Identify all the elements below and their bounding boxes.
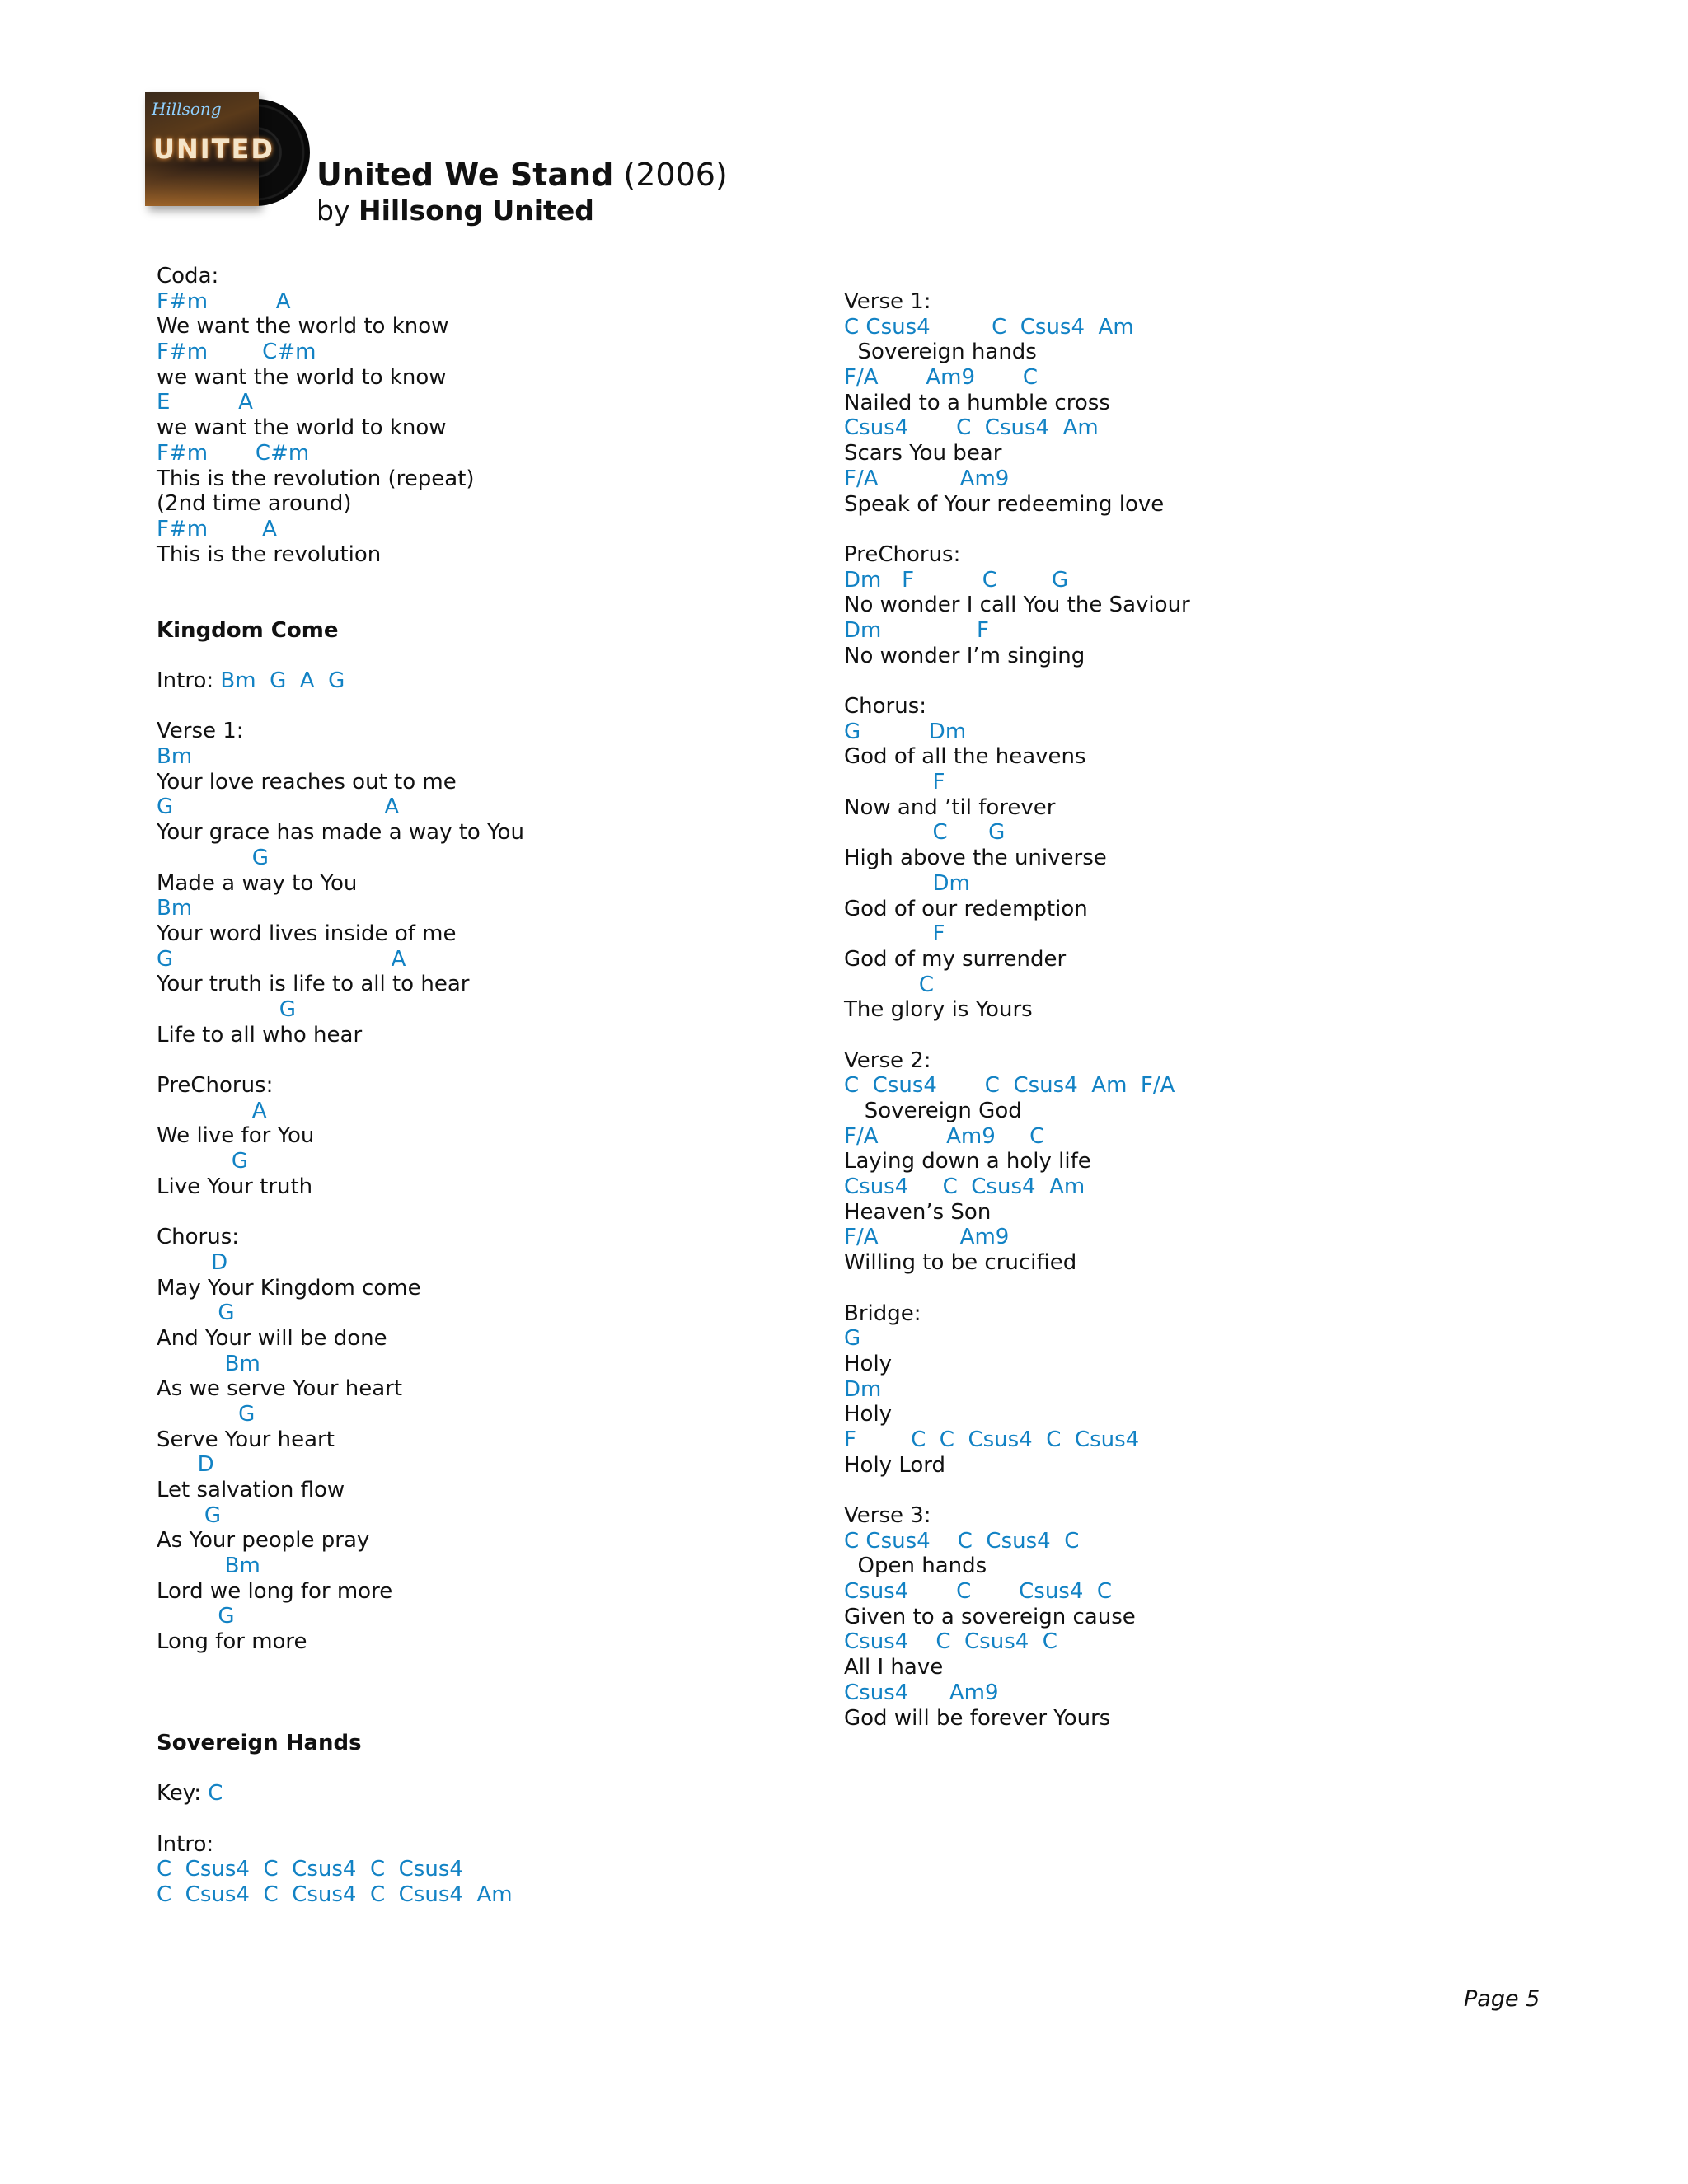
lyric-line: As we serve Your heart <box>157 1376 403 1402</box>
blank-line <box>844 668 1190 694</box>
chord-line: Csus4 Am9 <box>844 1680 999 1705</box>
lyric-line: The glory is Yours <box>844 997 1033 1023</box>
chord-line: C Csus4 C Csus4 Am F/A <box>844 1073 1175 1099</box>
lyric-line: High above the universe <box>844 846 1107 871</box>
chord-line: G <box>157 845 269 870</box>
lyric-line: Bridge: <box>844 1301 921 1326</box>
blank-line <box>157 1047 524 1073</box>
chord-line: Bm <box>157 896 193 921</box>
blank-line <box>157 1199 524 1225</box>
chord-line: C <box>208 1781 223 1807</box>
song-title: Sovereign Hands <box>157 1730 362 1755</box>
lyric-line: Made a way to You <box>157 870 358 896</box>
lyric-line: God of all the heavens <box>844 744 1086 770</box>
lyric-line: Speak of Your redeeming love <box>844 491 1165 517</box>
right-column <box>844 289 1190 1731</box>
album-title: United We Stand <box>316 157 614 193</box>
chord-line: F/A Am9 <box>844 1225 1010 1250</box>
chord-line: Csus4 C Csus4 C <box>844 1579 1113 1605</box>
lyric-line: we want the world to know <box>157 415 447 441</box>
lyric-line: We live for You <box>157 1123 315 1149</box>
lyric-line: Live Your truth <box>157 1174 313 1199</box>
chord-line: D <box>157 1452 214 1478</box>
mixed-line <box>157 1781 524 1807</box>
chord-line: E A <box>157 390 253 415</box>
blank-line <box>157 643 524 668</box>
lyric-line: Lord we long for more <box>157 1578 393 1604</box>
chord-line: C G <box>844 820 1006 846</box>
lyric-line: Nailed to a humble cross <box>844 390 1110 415</box>
line-label: Intro: <box>157 668 221 693</box>
line-label: Key: <box>157 1781 209 1807</box>
chord-line: C Csus4 C Csus4 Am <box>844 314 1134 340</box>
lyric-line: Scars You bear <box>844 441 1002 466</box>
chord-line: Csus4 C Csus4 C <box>844 1629 1057 1655</box>
chord-line: F <box>844 770 945 795</box>
blank-line <box>844 1276 1190 1301</box>
lyric-line: Coda: <box>157 264 219 288</box>
chord-line: G <box>157 996 296 1022</box>
chord-line: A <box>157 1098 267 1123</box>
chord-line: G A <box>157 946 406 972</box>
lyric-line: Open hands <box>844 1554 987 1579</box>
chord-line: Dm <box>844 870 970 896</box>
chord-line: C Csus4 C Csus4 C Csus4 <box>157 1857 463 1882</box>
blank-line <box>844 517 1190 542</box>
chord-line: G <box>157 1502 221 1528</box>
lyric-line: Your truth is life to all to hear <box>157 972 470 997</box>
cover-main-text: UNITED <box>153 134 274 165</box>
chord-line: C Csus4 C Csus4 C Csus4 Am <box>157 1882 513 1907</box>
blank-line <box>157 1655 524 1680</box>
lyric-line: Now and ’til forever <box>844 794 1056 820</box>
album-cover-icon <box>145 92 310 214</box>
lyric-line: Sovereign hands <box>844 340 1037 365</box>
lyric-line: This is the revolution (repeat) <box>157 466 475 491</box>
lyric-line: Intro: <box>157 1831 214 1857</box>
chord-line: F/A Am9 C <box>844 365 1039 391</box>
by-line <box>316 194 728 227</box>
blank-line <box>157 1807 524 1832</box>
lyric-line: God of my surrender <box>844 946 1067 972</box>
lyric-line: Heaven’s Son <box>844 1199 992 1225</box>
cover-script-text: Hillsong <box>152 99 222 119</box>
lyric-line: Willing to be crucified <box>844 1250 1077 1276</box>
lyric-line: Chorus: <box>157 1225 240 1250</box>
lyric-line: we want the world to know <box>157 364 447 390</box>
lyric-line: God will be forever Yours <box>844 1705 1111 1731</box>
lyric-line: Long for more <box>157 1629 307 1655</box>
lyric-line: All I have <box>844 1655 944 1680</box>
chord-line: Dm <box>844 1376 882 1402</box>
lyric-line: Verse 1: <box>157 719 244 744</box>
chord-line: F#m A <box>157 516 277 541</box>
lyric-line: Given to a sovereign cause <box>844 1604 1136 1629</box>
album-art <box>145 92 274 206</box>
chord-line: G <box>157 1301 235 1326</box>
lyric-line: Laying down a holy life <box>844 1149 1091 1174</box>
lyric-line: We want the world to know <box>157 314 449 340</box>
chord-line: G A <box>157 794 400 820</box>
chord-line: G <box>157 1604 235 1629</box>
chord-line: F#m C#m <box>157 440 310 466</box>
lyric-line: No wonder I call You the Saviour <box>844 593 1190 618</box>
chord-line: D <box>157 1249 228 1275</box>
lyric-line: Your grace has made a way to You <box>157 820 524 846</box>
chord-line: F <box>844 921 945 947</box>
song-title: Kingdom Come <box>157 617 339 643</box>
chord-line: G Dm <box>844 719 967 744</box>
chord-line: Csus4 C Csus4 Am <box>844 1174 1085 1200</box>
chord-line: G <box>157 1401 256 1427</box>
chord-line: Dm F C G <box>844 567 1069 593</box>
chord-line: G <box>844 1326 861 1352</box>
lyric-line: This is the revolution <box>157 541 382 567</box>
chord-line: F#m A <box>157 288 291 314</box>
blank-line <box>157 567 524 593</box>
lyric-line: Your love reaches out to me <box>157 769 457 794</box>
artist-name: Hillsong United <box>358 194 594 227</box>
chord-line: F C C Csus4 C Csus4 <box>844 1427 1140 1452</box>
lyric-line: Verse 3: <box>844 1503 931 1528</box>
lyric-line: PreChorus: <box>157 1073 274 1098</box>
lyric-line: Let salvation flow <box>157 1478 345 1502</box>
blank-line <box>157 1705 524 1731</box>
chord-line: Csus4 C Csus4 Am <box>844 415 1099 441</box>
blank-line <box>157 1680 524 1706</box>
chord-line: C Csus4 C Csus4 C <box>844 1528 1080 1554</box>
lyric-line: (2nd time around) <box>157 491 352 517</box>
lyric-line: May Your Kingdom come <box>157 1275 421 1301</box>
chord-line: Bm G A G <box>220 668 345 693</box>
lyric-line: God of our redemption <box>844 896 1088 921</box>
album-year: (2006) <box>623 157 728 193</box>
lyric-line: Holy <box>844 1402 893 1427</box>
lyric-line: Sovereign God <box>844 1099 1022 1123</box>
chord-line: F/A Am9 C <box>844 1123 1045 1149</box>
cover-glow <box>145 165 259 206</box>
blank-line <box>844 1023 1190 1048</box>
album-header <box>316 155 728 227</box>
mixed-line <box>157 668 524 694</box>
left-column <box>157 264 524 1908</box>
lyric-line: Chorus: <box>844 694 927 719</box>
chord-line: Bm <box>157 1554 260 1579</box>
lyric-line: Verse 1: <box>844 289 931 314</box>
lyric-line: Serve Your heart <box>157 1427 335 1452</box>
chord-line: F#m C#m <box>157 340 316 365</box>
chord-line: Bm <box>157 1351 260 1376</box>
blank-line <box>844 1478 1190 1503</box>
lyric-line: And Your will be done <box>157 1325 387 1351</box>
lyric-line: Holy Lord <box>844 1452 946 1478</box>
chord-line: G <box>157 1149 249 1174</box>
blank-line <box>157 694 524 719</box>
lyric-line: Your word lives inside of me <box>157 921 457 946</box>
chord-line: F/A Am9 <box>844 466 1010 491</box>
lyric-line: As Your people pray <box>157 1528 370 1554</box>
blank-line <box>157 593 524 618</box>
lyric-line: Verse 2: <box>844 1047 931 1073</box>
lyric-line: PreChorus: <box>844 541 961 567</box>
chord-line: Dm F <box>844 617 990 643</box>
blank-line <box>157 1756 524 1782</box>
page-number: Page 5 <box>1464 1986 1540 2012</box>
lyric-line: Life to all who hear <box>157 1022 363 1047</box>
lyric-line: Holy <box>844 1351 893 1376</box>
title-line <box>316 155 728 194</box>
lyric-line: No wonder I’m singing <box>844 643 1085 668</box>
chord-line: C <box>844 972 935 997</box>
by-label: by <box>316 194 350 227</box>
chord-line: Bm <box>157 744 193 770</box>
